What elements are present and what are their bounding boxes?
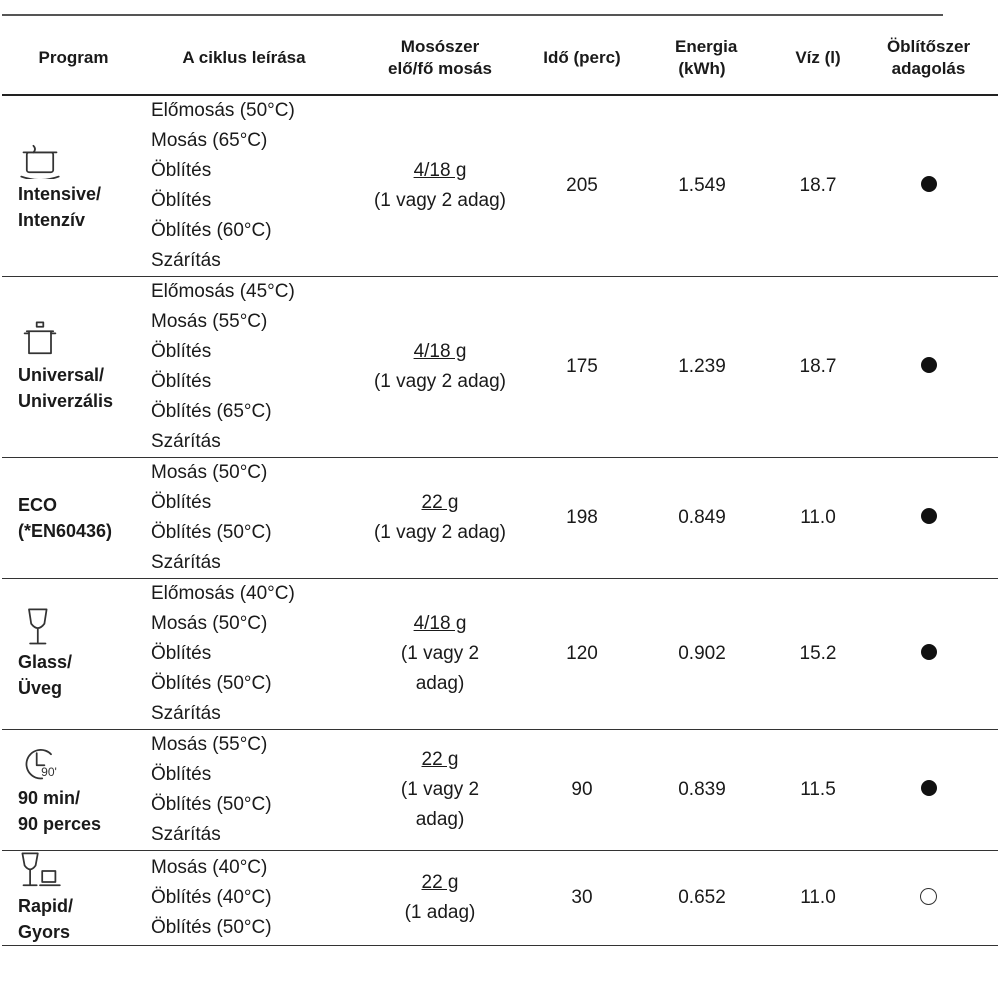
detergent-dose-note: (1 vagy 2 adag) <box>373 190 507 211</box>
energy-value: 1.549 <box>627 95 777 277</box>
cycle-step: Öblítés (40°C) <box>151 887 272 908</box>
rinse-aid-cell <box>859 458 998 579</box>
detergent-cell <box>343 579 537 730</box>
rinse-aid-filled-dot-icon <box>921 644 937 660</box>
time-value: 30 <box>537 851 627 946</box>
header-time: Idő (perc) <box>537 22 627 95</box>
cycle-step: Öblítés <box>151 160 212 181</box>
water-value: 15.2 <box>777 579 859 730</box>
detergent-cell <box>343 458 537 579</box>
cycle-step: Mosás (50°C) <box>151 462 268 483</box>
cycle-description <box>145 730 343 851</box>
water-value: 11.0 <box>777 851 859 946</box>
program-name-line: Intensive/ <box>18 184 102 204</box>
program-name-line: (*EN60436) <box>18 521 113 541</box>
program-cell <box>2 95 145 277</box>
cycle-description <box>145 579 343 730</box>
program-name-line: Intenzív <box>18 210 86 230</box>
cycle-step: Előmosás (40°C) <box>151 583 295 604</box>
cycle-step: Előmosás (45°C) <box>151 281 295 302</box>
detergent-dose-note: adag) <box>415 809 465 830</box>
detergent-cell <box>343 95 537 277</box>
rinse-aid-cell <box>859 851 998 946</box>
detergent-dose: 22 g <box>421 872 459 893</box>
energy-value: 0.849 <box>627 458 777 579</box>
water-value: 18.7 <box>777 95 859 277</box>
header-rinse-aid: Öblítőszer adagolás <box>859 22 998 95</box>
program-name-line: 90 perces <box>18 814 102 834</box>
program-cell <box>2 730 145 851</box>
detergent-dose: 22 g <box>421 749 459 770</box>
wine-glass-icon <box>18 607 62 647</box>
cycle-step: Öblítés (60°C) <box>151 220 272 241</box>
program-cell <box>2 851 145 946</box>
rinse-aid-filled-dot-icon <box>921 176 937 192</box>
detergent-dose-note: (1 vagy 2 adag) <box>373 522 507 543</box>
cycle-step: Öblítés <box>151 190 212 211</box>
time-value: 175 <box>537 277 627 458</box>
program-name-line: Univerzális <box>18 391 114 411</box>
program-name-line: Gyors <box>18 922 71 942</box>
header-energy: Energia (kWh) <box>627 22 777 95</box>
cycle-description <box>145 458 343 579</box>
program-row <box>2 277 998 458</box>
top-rule <box>2 14 943 16</box>
detergent-dose-note: (1 adag) <box>404 902 476 923</box>
water-value: 11.0 <box>777 458 859 579</box>
cycle-description <box>145 95 343 277</box>
water-value: 11.5 <box>777 730 859 851</box>
cycle-description <box>145 277 343 458</box>
energy-value: 1.239 <box>627 277 777 458</box>
cycle-step: Mosás (65°C) <box>151 130 268 151</box>
detergent-cell <box>343 730 537 851</box>
water-value: 18.7 <box>777 277 859 458</box>
cycle-step: Öblítés (50°C) <box>151 917 272 938</box>
cycle-step: Öblítés <box>151 643 212 664</box>
detergent-dose: 4/18 g <box>413 160 467 181</box>
rinse-aid-filled-dot-icon <box>921 357 937 373</box>
cycle-step: Mosás (55°C) <box>151 311 268 332</box>
energy-value: 0.902 <box>627 579 777 730</box>
program-row <box>2 730 998 851</box>
cycle-step: Öblítés (65°C) <box>151 401 272 422</box>
cycle-description <box>145 851 343 946</box>
detergent-dose-note: (1 vagy 2 adag) <box>373 371 507 392</box>
program-name-line: Glass/ <box>18 652 73 672</box>
detergent-dose: 22 g <box>421 492 459 513</box>
rinse-aid-filled-dot-icon <box>921 780 937 796</box>
pot-icon <box>18 320 62 360</box>
cycle-step: Öblítés <box>151 341 212 362</box>
cycle-step: Mosás (50°C) <box>151 613 268 634</box>
header-water: Víz (l) <box>777 22 859 95</box>
time-value: 120 <box>537 579 627 730</box>
program-name-line: Universal/ <box>18 365 105 385</box>
header-detergent: Mosószer elő/fő mosás <box>343 22 537 95</box>
program-name-line: ECO <box>18 495 58 515</box>
cycle-step: Öblítés (50°C) <box>151 794 272 815</box>
detergent-dose-note: (1 vagy 2 <box>400 779 480 800</box>
cycle-step: Szárítás <box>151 703 221 724</box>
header-row <box>2 22 998 95</box>
program-name-line: Üveg <box>18 678 63 698</box>
detergent-cell <box>343 851 537 946</box>
time-value: 198 <box>537 458 627 579</box>
time-value: 90 <box>537 730 627 851</box>
program-name-line: 90 min/ <box>18 788 81 808</box>
cycle-step: Mosás (40°C) <box>151 857 268 878</box>
time-value: 205 <box>537 95 627 277</box>
cycle-step: Öblítés <box>151 492 212 513</box>
cycle-step: Öblítés <box>151 371 212 392</box>
header-description: A ciklus leírása <box>145 22 343 95</box>
cycle-step: Mosás (55°C) <box>151 734 268 755</box>
glass-and-cup-icon <box>18 851 62 891</box>
program-row <box>2 458 998 579</box>
rinse-aid-cell <box>859 277 998 458</box>
detergent-cell <box>343 277 537 458</box>
cycle-step: Öblítés <box>151 764 212 785</box>
program-row <box>2 579 998 730</box>
cycle-step: Öblítés (50°C) <box>151 522 272 543</box>
program-cell <box>2 277 145 458</box>
cycle-step: Szárítás <box>151 250 221 271</box>
program-row <box>2 851 998 946</box>
rinse-aid-cell <box>859 95 998 277</box>
program-cell <box>2 579 145 730</box>
clock-90-icon <box>18 743 62 783</box>
cycle-step: Szárítás <box>151 552 221 573</box>
cycle-step: Szárítás <box>151 824 221 845</box>
cycle-step: Előmosás (50°C) <box>151 100 295 121</box>
program-cell <box>2 458 145 579</box>
cycle-step: Szárítás <box>151 431 221 452</box>
program-name-line: Rapid/ <box>18 896 74 916</box>
energy-value: 0.839 <box>627 730 777 851</box>
detergent-dose-note: adag) <box>415 673 465 694</box>
energy-value: 0.652 <box>627 851 777 946</box>
header-program: Program <box>2 22 145 95</box>
pot-with-steam-icon <box>18 139 62 179</box>
rinse-aid-filled-dot-icon <box>921 508 937 524</box>
detergent-dose: 4/18 g <box>413 613 467 634</box>
detergent-dose-note: (1 vagy 2 <box>400 643 480 664</box>
rinse-aid-cell <box>859 730 998 851</box>
cycle-step: Öblítés (50°C) <box>151 673 272 694</box>
rinse-aid-empty-circle-icon <box>920 888 937 905</box>
rinse-aid-cell <box>859 579 998 730</box>
detergent-dose: 4/18 g <box>413 341 467 362</box>
program-table <box>2 22 998 946</box>
svg-text:90': 90' <box>41 765 57 780</box>
program-row <box>2 95 998 277</box>
